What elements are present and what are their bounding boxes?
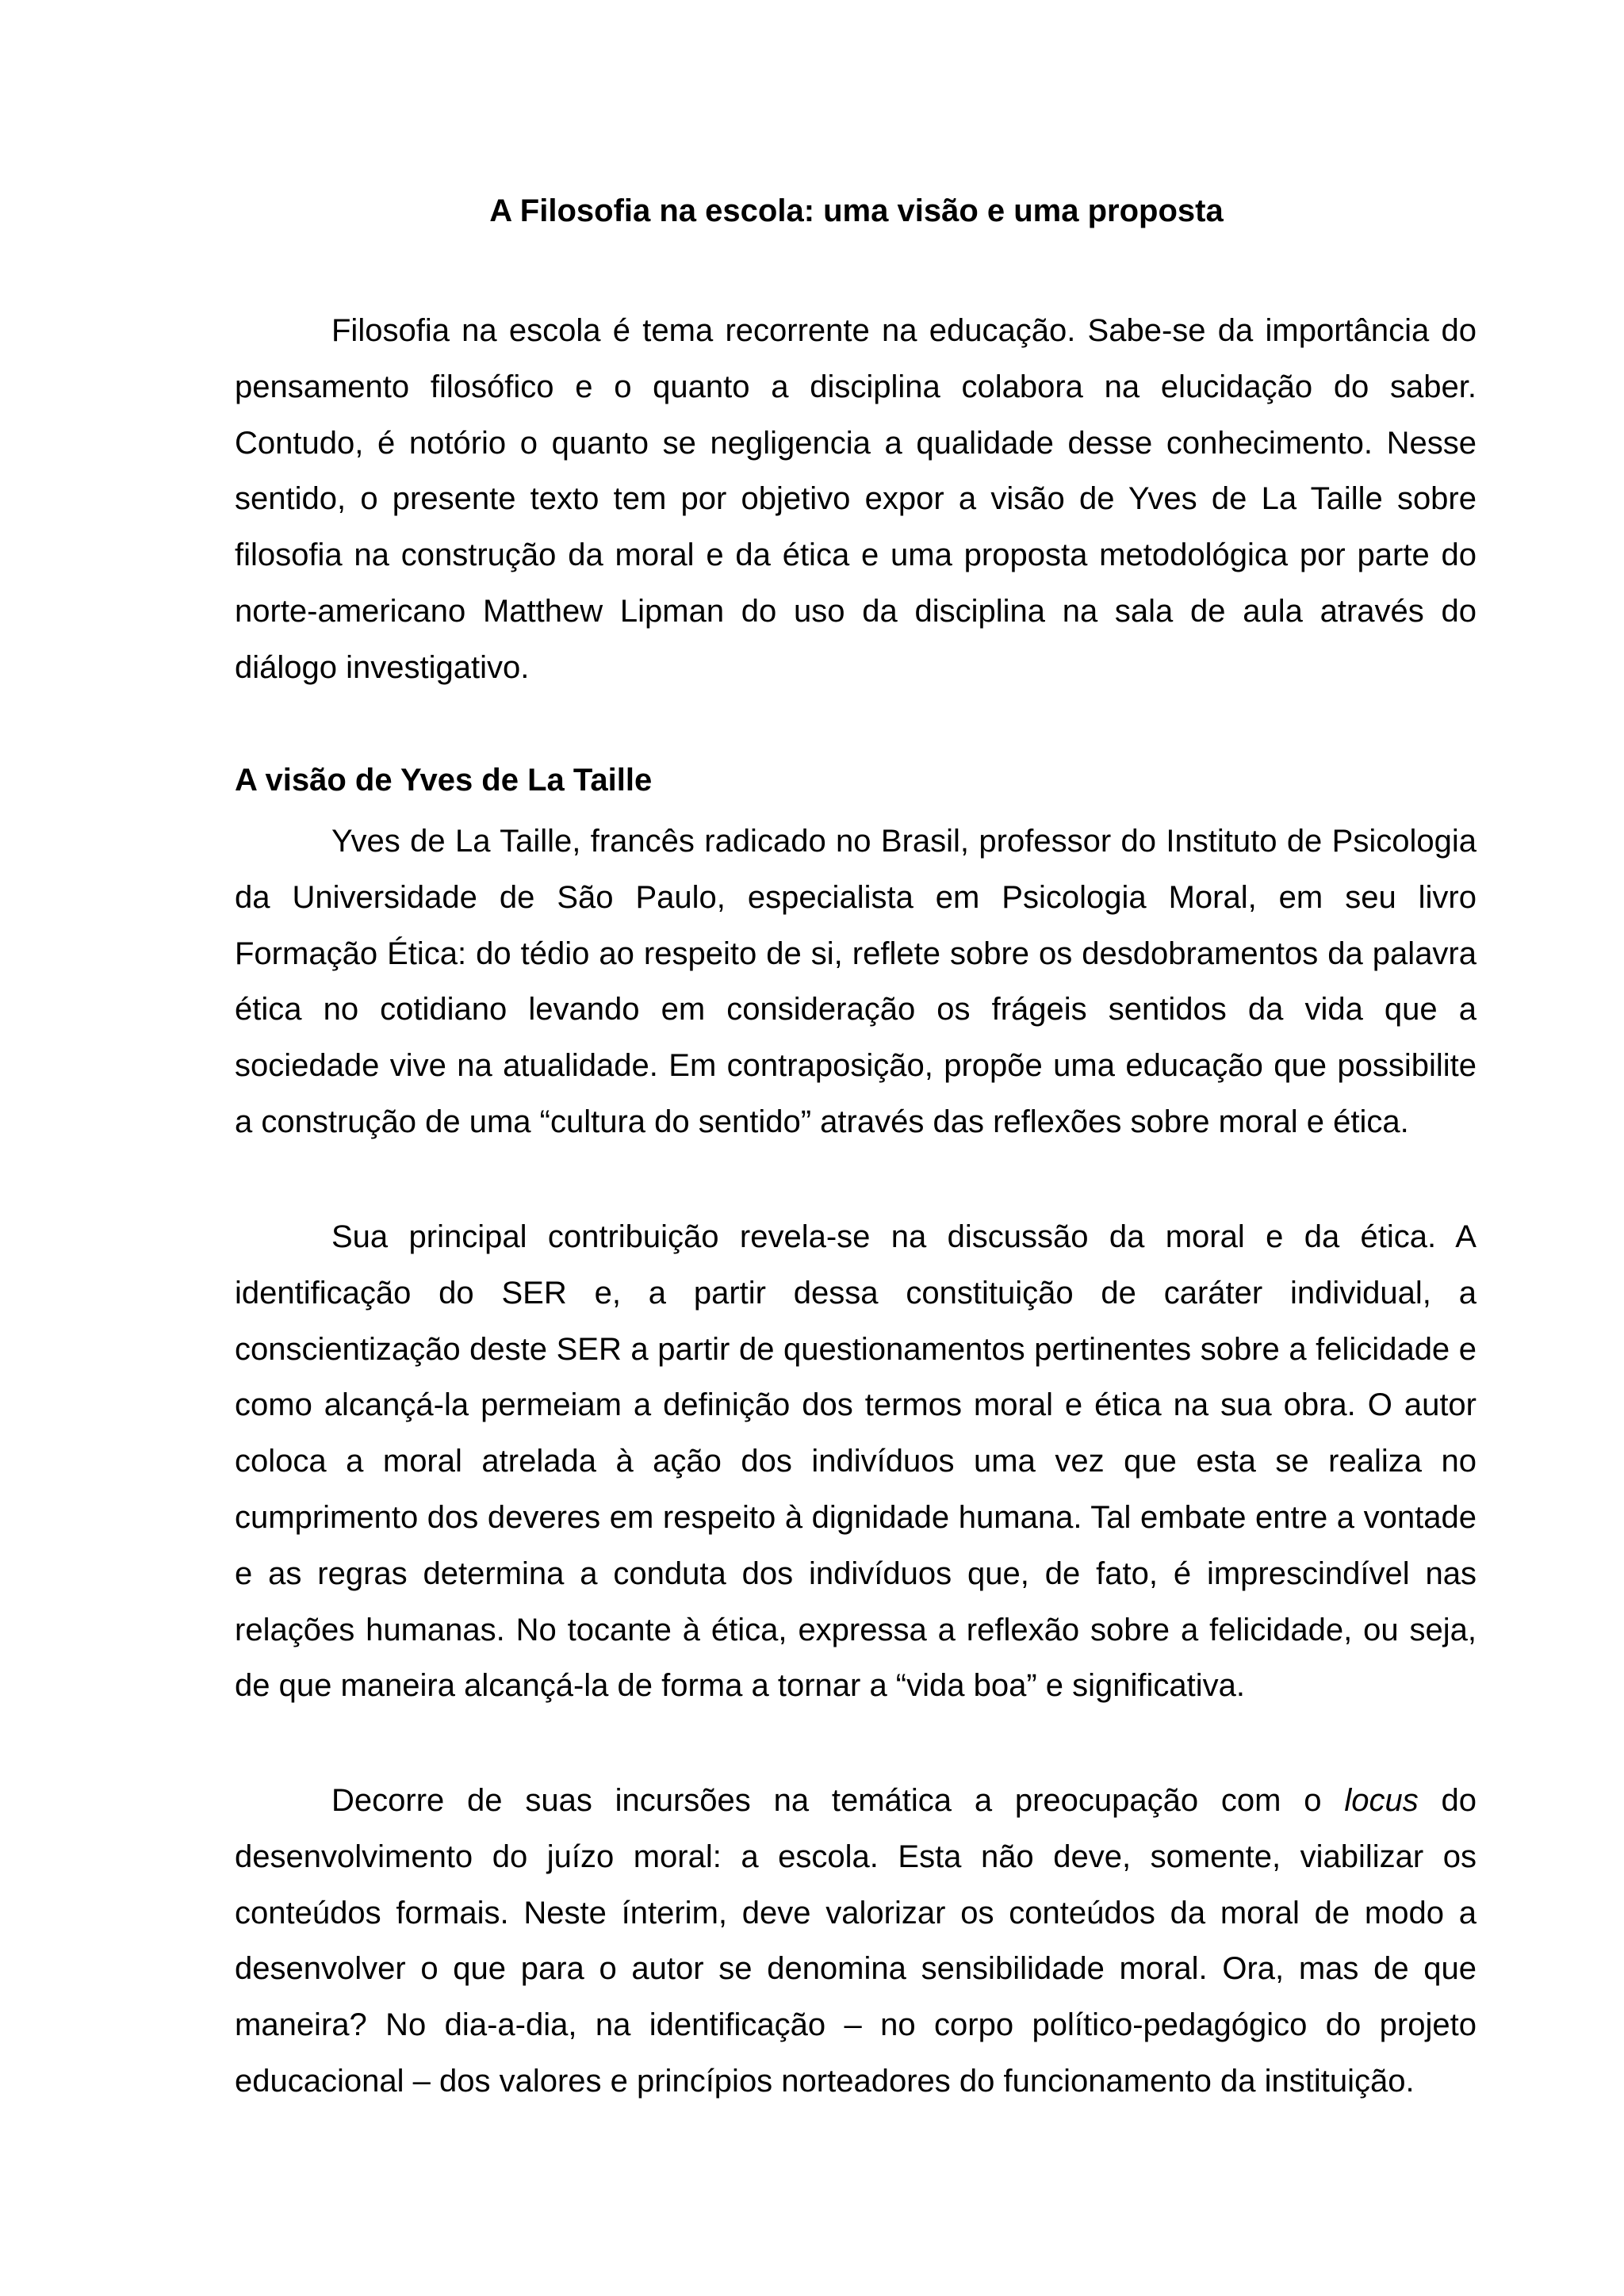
section-paragraph-1: Yves de La Taille, francês radicado no Brasil, professor do Instituto de Psicologia da Universidade de São Paulo, especialista em Psicologia Moral, em seu livro Formação Ética: do tédio ao respeito de si, reflete sobre os desdobramentos da palavra ética no cotidiano levando em consideração os frágeis sentidos da vida que a sociedade vive na atualidade. Em contraposição, propõe uma educação que possibilite a construção de uma “cultura do sentido” através das reflexões sobre moral e ética. — [235, 824, 1477, 1139]
section-paragraph-3 — [235, 1773, 1477, 2110]
document-title: A Filosofia na escola: uma visão e uma proposta — [489, 193, 1224, 228]
paragraph-3-text-end: do desenvolvimento do juízo moral: a escola. Esta não deve, somente, viabilizar os conteúdos formais. Neste ínterim, deve valorizar os conteúdos da moral de modo a desenvolver o que para o autor se denomina sensibilidade moral. Ora, mas de que maneira? No dia-a-dia, na identificação – no corpo político-pedagógico do projeto educacional – dos valores e princípios norteadores do funcionamento da instituição. — [235, 1783, 1477, 2099]
intro-paragraph: Filosofia na escola é tema recorrente na educação. Sabe-se da importância do pensamento filosófico e o quanto a disciplina colabora na elucidação do saber. Contudo, é notório o quanto se negligencia a qualidade desse conhecimento. Nesse sentido, o presente texto tem por objetivo expor a visão de Yves de La Taille sobre filosofia na construção da moral e da ética e uma proposta metodológica por parte do norte-americano Matthew Lipman do uso da disciplina na sala de aula através do diálogo investigativo. — [235, 313, 1477, 685]
section-heading: A visão de Yves de La Taille — [235, 763, 653, 798]
paragraph-3-text-start: Decorre de suas incursões na temática a preocupação com o — [331, 1783, 1345, 1818]
italic-term-locus: locus — [1344, 1783, 1419, 1818]
section-paragraph-2: Sua principal contribuição revela-se na discussão da moral e da ética. A identificação do SER e, a partir dessa constituição de caráter individual, a conscientização deste SER a partir de questionamentos pertinentes sobre a felicidade e como alcançá-la permeiam a definição dos termos moral e ética na sua obra. O autor coloca a moral atrelada à ação dos indivíduos uma vez que esta se realiza no cumprimento dos deveres em respeito à dignidade humana. Tal embate entre a vontade e as regras determina a conduta dos indivíduos que, de fato, é imprescindível nas relações humanas. No tocante à ética, expressa a reflexão sobre a felicidade, ou seja, de que maneira alcançá-la de forma a tornar a “vida boa” e significativa. — [235, 1219, 1477, 1704]
